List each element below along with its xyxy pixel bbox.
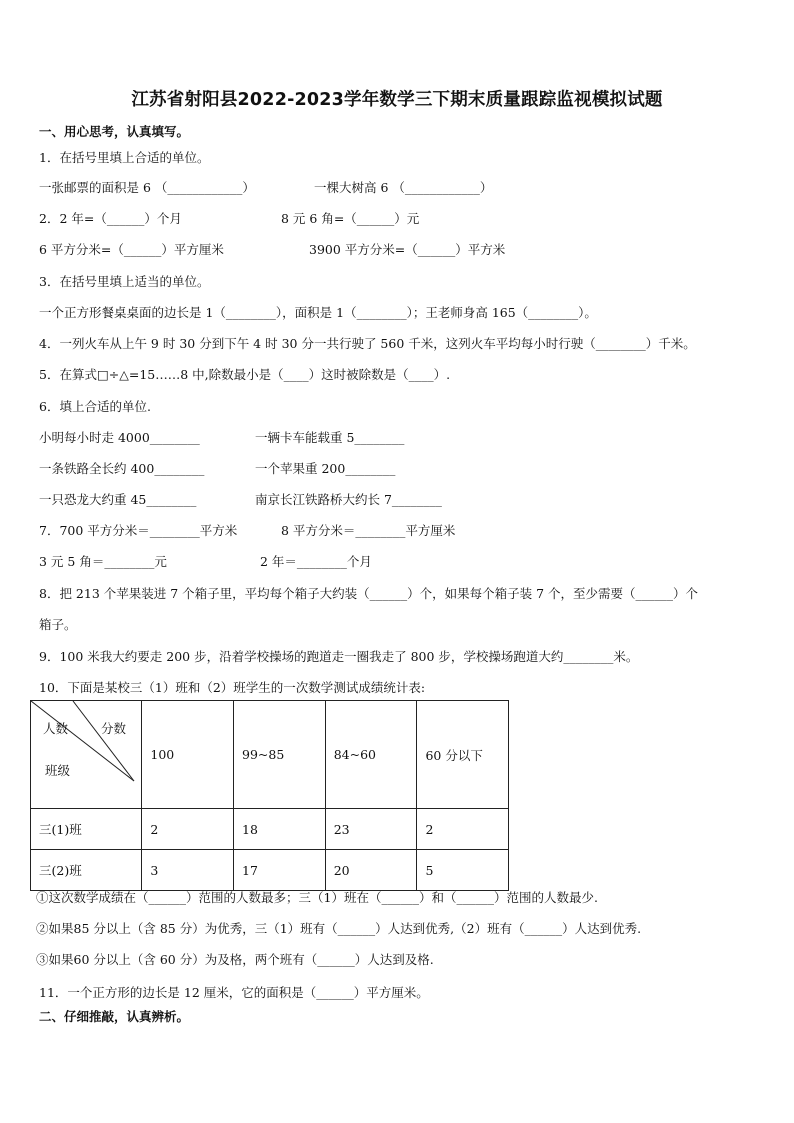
score-table — [30, 700, 509, 891]
q7-item-d: 2 年＝________个月 — [260, 554, 372, 569]
table-corner-cell — [31, 701, 142, 809]
column-header: 100 — [142, 701, 234, 809]
q2-item-c: 6 平方分米=（______）平方厘米 — [39, 242, 224, 257]
q6-item-d: 一个苹果重 200________ — [255, 461, 396, 476]
corner-label-score: 分数 — [101, 721, 127, 736]
q6-item-a: 小明每小时走 4000________ — [39, 430, 200, 445]
q11-text: 11．一个正方形的边长是 12 厘米，它的面积是（______）平方厘米。 — [39, 985, 429, 1000]
table-cell: 2 — [142, 809, 234, 850]
table-cell: 17 — [234, 850, 326, 891]
table-row — [31, 809, 509, 850]
table-row — [31, 850, 509, 891]
q3-stem: 3．在括号里填上适当的单位。 — [39, 274, 210, 289]
q9-text: 9．100 米我大约要走 200 步，沿着学校操场的跑道走一圈我走了 800 步，学校操场跑道大约________米。 — [39, 649, 639, 664]
q6-item-e: 一只恐龙大约重 45________ — [39, 492, 197, 507]
section-heading-2: 二、仔细推敲，认真辨析。 — [39, 1009, 190, 1024]
q5-text: 5．在算式□÷△=15……8 中,除数最小是（____）这时被除数是（____）. — [39, 367, 451, 382]
q6-stem: 6．填上合适的单位. — [39, 399, 151, 414]
q6-item-f: 南京长江铁路桥大约长 7________ — [255, 492, 442, 507]
table-cell: 3 — [142, 850, 234, 891]
table-header-row — [31, 701, 509, 809]
column-header: 60 分以下 — [417, 701, 509, 809]
diagonal-lines — [31, 701, 142, 808]
q2-item-b: 8 元 6 角=（______）元 — [281, 211, 420, 226]
q10-sub1: ①这次数学成绩在（______）范围的人数最多；三（1）班在（______）和（______）范围的人数最少. — [36, 890, 598, 905]
q2-item-d: 3900 平方分米=（______）平方米 — [309, 242, 506, 257]
table-cell: 5 — [417, 850, 509, 891]
table-cell: 23 — [325, 809, 417, 850]
q10-stem: 10．下面是某校三（1）班和（2）班学生的一次数学测试成绩统计表: — [39, 680, 426, 695]
q2-item-a: 2．2 年=（______）个月 — [39, 211, 182, 226]
section-heading-1: 一、用心思考，认真填写。 — [39, 124, 190, 139]
q1-item-a: 一张邮票的面积是 6 （____________） — [39, 180, 255, 195]
q6-item-c: 一条铁路全长约 400________ — [39, 461, 205, 476]
q8-line1: 8．把 213 个苹果装进 7 个箱子里，平均每个箱子大约装（______）个，如果每个箱子装 7 个，至少需要（______）个 — [39, 586, 699, 601]
q7-item-b: 8 平方分米＝________平方厘米 — [281, 523, 456, 538]
q4-text: 4．一列火车从上午 9 时 30 分到下午 4 时 30 分一共行驶了 560 千米，这列火车平均每小时行驶（________）千米。 — [39, 336, 696, 351]
q7-item-a: 7．700 平方分米＝________平方米 — [39, 523, 238, 538]
q6-item-b: 一辆卡车能载重 5________ — [255, 430, 405, 445]
table-cell: 2 — [417, 809, 509, 850]
table-cell: 20 — [325, 850, 417, 891]
table-cell: 18 — [234, 809, 326, 850]
q7-item-c: 3 元 5 角＝________元 — [39, 554, 167, 569]
q3-line: 一个正方形餐桌桌面的边长是 1（________），面积是 1（________）；王老师身高 165（________）。 — [39, 305, 597, 320]
q8-line2: 箱子。 — [39, 617, 77, 632]
q10-sub3: ③如果60 分以上（含 60 分）为及格，两个班有（______）人达到及格. — [36, 952, 434, 967]
q10-sub2: ②如果85 分以上（含 85 分）为优秀，三（1）班有（______）人达到优秀,（2）班有（______）人达到优秀. — [36, 921, 642, 936]
corner-label-people: 人数 — [43, 721, 69, 736]
page-title: 江苏省射阳县2022-2023学年数学三下期末质量跟踪监视模拟试题 — [131, 90, 663, 110]
q1-stem: 1．在括号里填上合适的单位。 — [39, 150, 210, 165]
row-label: 三(2)班 — [31, 850, 142, 891]
column-header: 84~60 — [325, 701, 417, 809]
column-header: 99~85 — [234, 701, 326, 809]
q1-item-b: 一棵大树高 6 （____________） — [314, 180, 493, 195]
corner-label-class: 班级 — [45, 763, 71, 778]
row-label: 三(1)班 — [31, 809, 142, 850]
